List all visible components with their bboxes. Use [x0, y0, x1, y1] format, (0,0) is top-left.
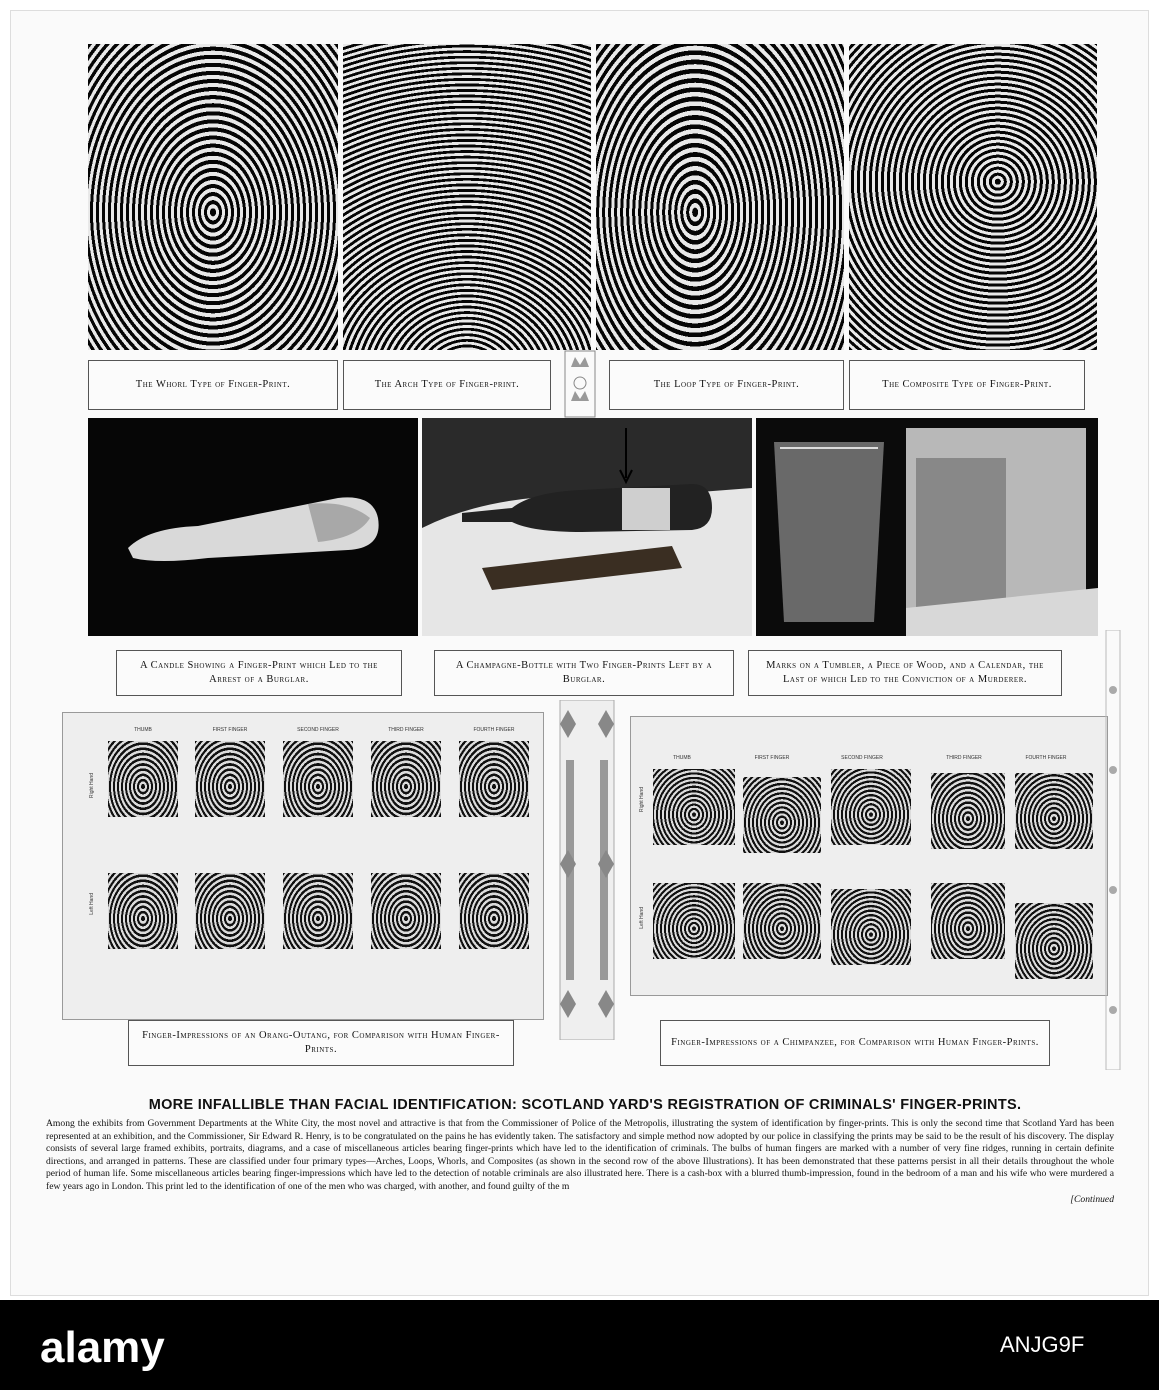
- chimp-label-second: SECOND FINGER: [841, 755, 883, 761]
- orang-print: [371, 741, 441, 817]
- orang-print: [195, 741, 265, 817]
- chimp-label-first: FIRST FINGER: [754, 755, 790, 761]
- loop-fingerprint-image: [596, 44, 844, 350]
- chimp-print: [831, 769, 911, 845]
- orang-print: [195, 873, 265, 949]
- arch-caption: The Arch Type of Finger-print.: [343, 360, 551, 410]
- composite-caption: The Composite Type of Finger-Print.: [849, 360, 1085, 410]
- crown-ornament: [557, 345, 603, 423]
- chimp-label-fourth: FOURTH FINGER: [1025, 755, 1067, 761]
- orang-fingerprint-sheet: [62, 712, 544, 1020]
- article-headline: MORE INFALLIBLE THAN FACIAL IDENTIFICATION: SCOTLAND YARD'S REGISTRATION OF CRIMINALS' FINGER-PRINTS.: [148, 1097, 1022, 1113]
- arch-fingerprint-image: [343, 44, 591, 350]
- orang-label-thumb: THUMB: [134, 727, 152, 733]
- orang-label-second: SECOND FINGER: [297, 727, 339, 733]
- chimp-label-third: THIRD FINGER: [946, 755, 982, 761]
- whorl-fingerprint-image: [88, 44, 338, 350]
- article-body: [46, 1118, 1114, 1206]
- orang-print: [459, 741, 529, 817]
- candle-photo: [88, 418, 418, 636]
- orang-label-first: FIRST FINGER: [212, 727, 248, 733]
- orang-print: [108, 741, 178, 817]
- champagne-bottle-photo: [422, 418, 752, 636]
- chimp-print: [653, 769, 735, 845]
- orang-print: [108, 873, 178, 949]
- chimp-print: [931, 883, 1005, 959]
- chimp-caption: Finger-Impressions of a Chimpanzee, for Comparison with Human Finger-Prints.: [660, 1020, 1050, 1066]
- chimp-print: [1015, 903, 1093, 979]
- chimp-right-hand-label: Right Hand: [639, 787, 645, 813]
- tumbler-caption: Marks on a Tumbler, a Piece of Wood, and a Calendar, the Last of which Led to the Conviction of a Murderer.: [748, 650, 1062, 696]
- orang-print: [283, 873, 353, 949]
- orang-print: [371, 873, 441, 949]
- watermark-brand: alamy: [40, 1323, 165, 1372]
- orang-label-fourth: FOURTH FINGER: [473, 727, 515, 733]
- chimp-left-hand-label: Left Hand: [639, 907, 645, 929]
- watermark-image-id: ANJG9F: [1000, 1332, 1085, 1357]
- chimp-print: [743, 883, 821, 959]
- loop-caption: The Loop Type of Finger-Print.: [609, 360, 844, 410]
- orang-left-hand-label: Left Hand: [89, 893, 95, 915]
- composite-fingerprint-image: [849, 44, 1097, 350]
- chimp-print: [743, 777, 821, 853]
- chimp-print: [653, 883, 735, 959]
- chimp-print: [1015, 773, 1093, 849]
- tumbler-wood-calendar-photo: [756, 418, 1098, 636]
- whorl-caption: The Whorl Type of Finger-Print.: [88, 360, 338, 410]
- orang-caption: Finger-Impressions of an Orang-Outang, for Comparison with Human Finger-Prints.: [128, 1020, 514, 1066]
- central-ornament-column: [546, 700, 628, 1040]
- champagne-caption: A Champagne-Bottle with Two Finger-Prints Left by a Burglar.: [434, 650, 734, 696]
- chimp-print: [931, 773, 1005, 849]
- right-border-ornament: [1102, 630, 1124, 1070]
- chimp-fingerprint-sheet: [630, 716, 1108, 996]
- chimp-print: [831, 889, 911, 965]
- continued-note: [Continued: [1070, 1193, 1114, 1205]
- watermark-bar: [0, 1300, 1159, 1390]
- orang-right-hand-label: Right Hand: [89, 773, 95, 799]
- orang-print: [283, 741, 353, 817]
- chimp-label-thumb: THUMB: [673, 755, 691, 761]
- orang-print: [459, 873, 529, 949]
- article-body-text: Among the exhibits from Government Departments at the White City, the most novel and attractive is that from the Commissioner of Police of the Metropolis, illustrating the system of identification by finger-prints. This is only the second time that Scotland Yard has been represented at an exhibition, and the Commissioner, Sir Edward R. Henry, is to be congratulated on the pains he has evidently taken. The satisfactory and simple method now adopted by our police in classifying the prints may be said to be the result of his discovery. The display consists of several large framed exhibits, portraits, diagrams, and a case of miscellaneous articles bearing finger-prints which have led to the identification of criminals. The bulbs of human fingers are marked with a number of very fine ridges, running in certain definite directions, and arranged in patterns. These are classified under four primary types—Arches, Loops, Whorls, and Composites (as shown in the second row of the above Illustrations). It has been demonstrated that these patterns persist in all their details throughout the whole period of human life. Some miscellaneous articles bearing finger-impressions which have led to the detection of notable criminals are also illustrated here. There is a cash-box with a blurred thumb-impression, found in the bedroom of a man and his wife who were murdered a few years ago in London. This print led to the identification of one of the men who was charged, with another, and found guilty of the m: [46, 1118, 1114, 1192]
- candle-caption: A Candle Showing a Finger-Print which Led to the Arrest of a Burglar.: [116, 650, 402, 696]
- orang-label-third: THIRD FINGER: [388, 727, 424, 733]
